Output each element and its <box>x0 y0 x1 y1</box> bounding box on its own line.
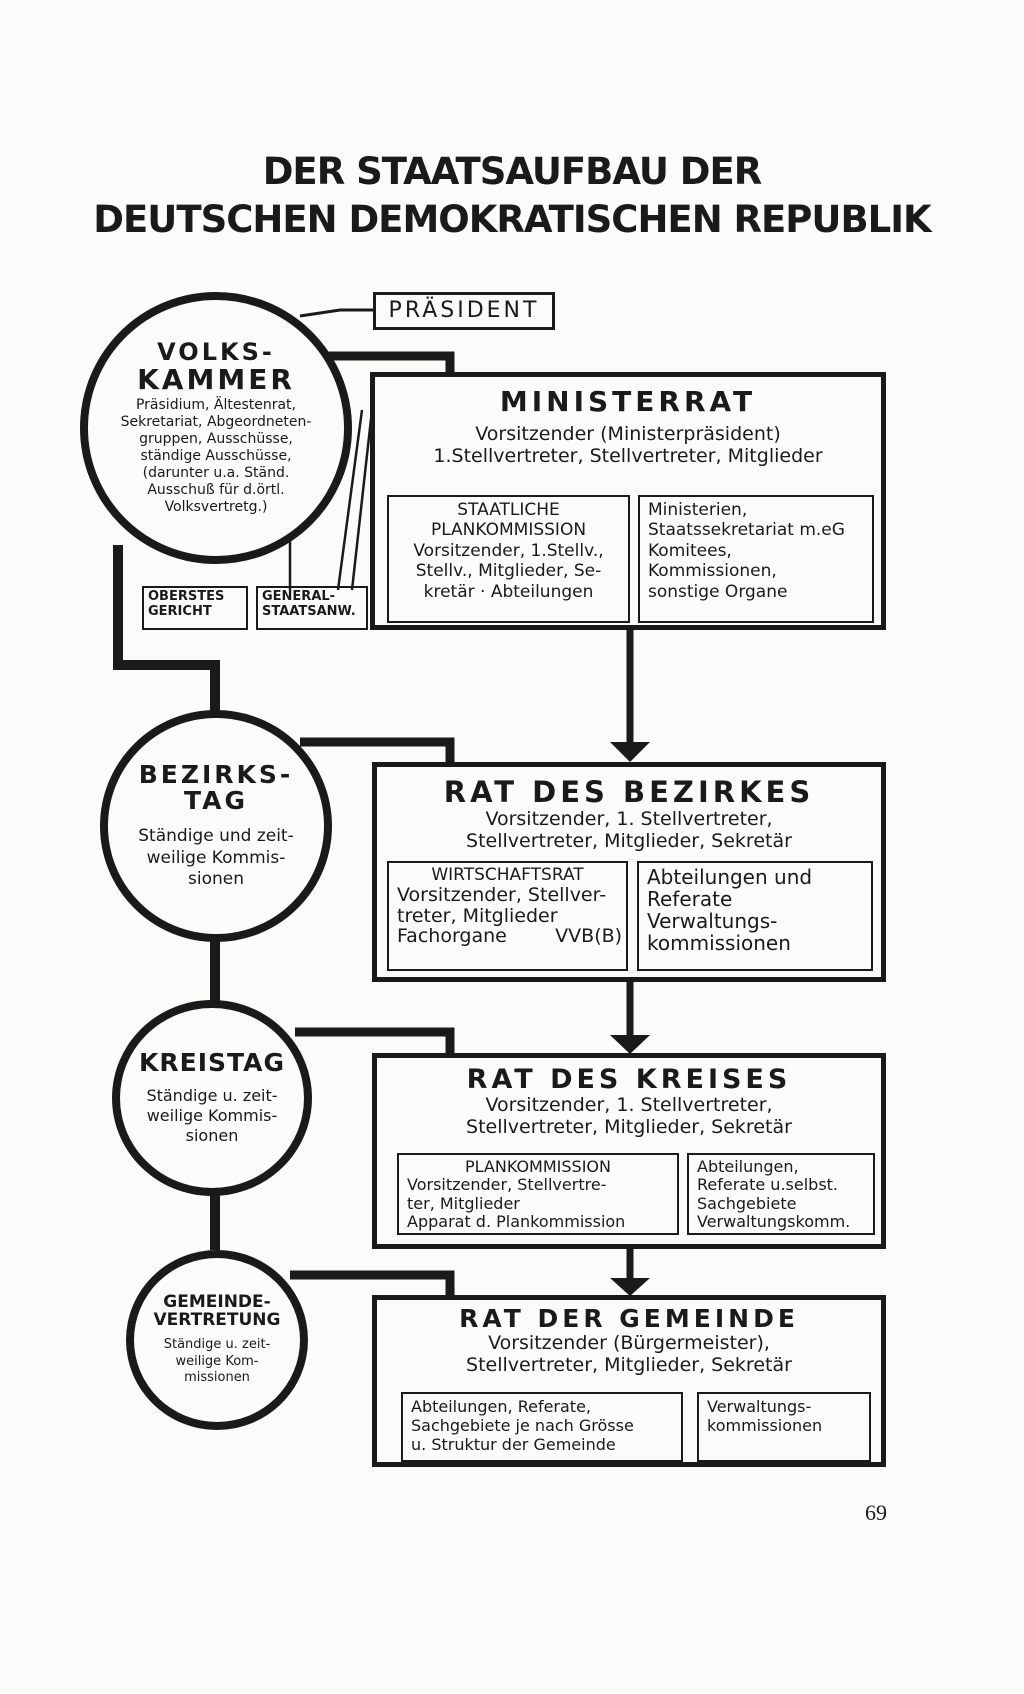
bezirkstag-line: sionen <box>188 868 244 889</box>
bezirkstag-line: Ständige und zeit- <box>138 826 294 847</box>
rat-bezirk-sub1: Vorsitzender, 1. Stellvertreter, <box>485 808 773 830</box>
gemeinde-line: missionen <box>184 1369 250 1385</box>
gemeindevertretung-circle <box>126 1250 308 1430</box>
oberstes-gericht-line: OBERSTES <box>148 589 225 604</box>
ministerrat-sub2: 1.Stellvertreter, Stellvertreter, Mitglieder <box>433 444 823 467</box>
oberstes-gericht-line: GERICHT <box>148 603 212 619</box>
abteilungen-kreis-line: Sachgebiete <box>697 1193 797 1213</box>
plankommission-kreis-box <box>397 1153 679 1235</box>
gemeinde-head1: GEMEINDE- <box>163 1291 271 1312</box>
gemeinde-line: weilige Kom- <box>175 1353 259 1369</box>
kreistag-circle <box>112 1000 312 1196</box>
abteilungen-kreis-line: Referate u.selbst. <box>697 1175 839 1195</box>
rat-bezirk-sub2: Stellvertreter, Mitglieder, Sekretär <box>466 829 792 852</box>
generalstaatsanwalt-line: STAATSANW. <box>262 603 356 619</box>
kreistag-body <box>146 1086 277 1146</box>
plankommission-box <box>387 495 630 623</box>
abteilungen-bezirk-line: kommissionen <box>647 931 791 955</box>
gemeinde-line: Ständige u. zeit- <box>163 1337 271 1353</box>
plankommission-line: Vorsitzender, 1.Stellv., <box>413 540 604 561</box>
kreistag-line: weilige Kommis- <box>146 1106 278 1126</box>
volkskammer-line: (darunter u.a. Ständ. <box>142 464 290 481</box>
abteilungen-gemeinde-box <box>401 1392 683 1462</box>
verwaltungskommissionen-line: Verwaltungs- <box>707 1397 812 1416</box>
volkskammer-head2: KAMMER <box>137 363 295 397</box>
verwaltungskommissionen-gemeinde-box <box>697 1392 871 1462</box>
kreistag-head: KREISTAG <box>139 1047 285 1077</box>
abteilungen-gemeinde-line: Abteilungen, Referate, <box>411 1397 592 1416</box>
plankommission-line: kretär · Abteilungen <box>423 581 594 602</box>
volkskammer-head1: VOLKS- <box>157 337 275 366</box>
ministerrat-box <box>370 372 886 630</box>
rat-des-bezirkes-box <box>372 762 886 982</box>
bezirkstag-head1: BEZIRKS- <box>138 759 294 789</box>
rat-gemeinde-sub1: Vorsitzender (Bürgermeister), <box>488 1332 770 1354</box>
ministerien-box <box>638 495 874 623</box>
volkskammer-line: Präsidium, Ältestenrat, <box>135 396 296 413</box>
wirtschaftsrat-line: Vorsitzender, Stellver- <box>397 883 607 906</box>
volkskammer-line: Volksvertretg.) <box>164 498 268 515</box>
rat-gemeinde-title: RAT DER GEMEINDE <box>459 1304 799 1333</box>
ministerien-line: Staatssekretariat m.eG <box>648 520 845 541</box>
rat-gemeinde-sub2: Stellvertreter, Mitglieder, Sekretär <box>466 1353 792 1376</box>
volkskammer-line: gruppen, Ausschüsse, <box>139 430 293 447</box>
kreistag-line: Ständige u. zeit- <box>146 1086 278 1106</box>
rat-kreis-title: RAT DES KREISES <box>466 1064 792 1095</box>
page-title-line1: DER STAATSAUFBAU DER <box>262 150 762 193</box>
plankommission-kreis-line: Apparat d. Plankommission <box>407 1212 626 1232</box>
volkskammer-line: ständige Ausschüsse, <box>140 447 292 464</box>
bezirkstag-circle <box>100 710 332 942</box>
oberstes-gericht-box <box>142 586 248 630</box>
ministerrat-sub1: Vorsitzender (Ministerpräsident) <box>475 423 781 445</box>
abteilungen-bezirk-box <box>637 861 873 971</box>
volkskammer-line: Sekretariat, Abgeordneten- <box>120 413 312 430</box>
plankommission-line: Stellv., Mitglieder, Se- <box>415 561 602 582</box>
ministerien-line: Komitees, <box>648 540 732 561</box>
plankommission-kreis-line: PLANKOMMISSION <box>465 1157 611 1176</box>
abteilungen-kreis-line: Verwaltungskomm. <box>697 1212 851 1232</box>
abteilungen-bezirk-line: Referate <box>647 887 733 911</box>
plankommission-line: PLANKOMMISSION <box>430 520 587 541</box>
bezirkstag-body <box>138 826 293 890</box>
abteilungen-bezirk-line: Abteilungen und <box>647 865 813 889</box>
abteilungen-gemeinde-line: u. Struktur der Gemeinde <box>411 1435 616 1455</box>
gemeinde-head2: VERTRETUNG <box>153 1309 281 1330</box>
wirtschaftsrat-line: Fachorgane VVB(B) <box>397 925 623 948</box>
ministerien-line: Ministerien, <box>648 500 748 520</box>
volkskammer-circle <box>80 292 352 564</box>
wirtschaftsrat-box <box>387 861 628 971</box>
plankommission-kreis-line: Vorsitzender, Stellvertre- <box>407 1175 607 1195</box>
page-number: 69 <box>865 1500 887 1525</box>
rat-kreis-sub2: Stellvertreter, Mitglieder, Sekretär <box>466 1115 792 1138</box>
abteilungen-kreis-line: Abteilungen, <box>697 1157 799 1176</box>
wirtschaftsrat-line: treter, Mitglieder <box>397 904 558 927</box>
bezirkstag-line: weilige Kommis- <box>146 847 286 868</box>
gemeinde-body <box>164 1337 271 1386</box>
praesident-box: PRÄSIDENT <box>373 292 555 330</box>
volkskammer-body <box>121 397 312 517</box>
volkskammer-line: Ausschuß für d.örtl. <box>147 481 285 498</box>
bezirkstag-head2: TAG <box>184 786 248 816</box>
abteilungen-bezirk-line: Verwaltungs- <box>647 909 778 933</box>
ministerien-line: sonstige Organe <box>648 581 788 602</box>
rat-der-gemeinde-box <box>372 1295 886 1467</box>
generalstaatsanwalt-box <box>256 586 368 630</box>
verwaltungskommissionen-line: kommissionen <box>707 1416 823 1436</box>
abteilungen-gemeinde-line: Sachgebiete je nach Grösse <box>411 1416 634 1436</box>
ministerien-line: Kommissionen, <box>648 561 777 582</box>
rat-kreis-sub1: Vorsitzender, 1. Stellvertreter, <box>485 1094 773 1116</box>
kreistag-line: sionen <box>185 1126 239 1146</box>
ministerrat-title: MINISTERRAT <box>499 385 757 418</box>
generalstaatsanwalt-line: GENERAL- <box>262 589 336 604</box>
page-title-line2: DEUTSCHEN DEMOKRATISCHEN REPUBLIK <box>93 198 931 241</box>
wirtschaftsrat-line: WIRTSCHAFTSRAT <box>431 865 584 885</box>
rat-bezirk-title: RAT DES BEZIRKES <box>443 775 815 809</box>
plankommission-kreis-line: ter, Mitglieder <box>407 1193 520 1213</box>
abteilungen-kreis-box <box>687 1153 875 1235</box>
rat-des-kreises-box <box>372 1053 886 1249</box>
plankommission-line: STAATLICHE <box>457 500 560 520</box>
